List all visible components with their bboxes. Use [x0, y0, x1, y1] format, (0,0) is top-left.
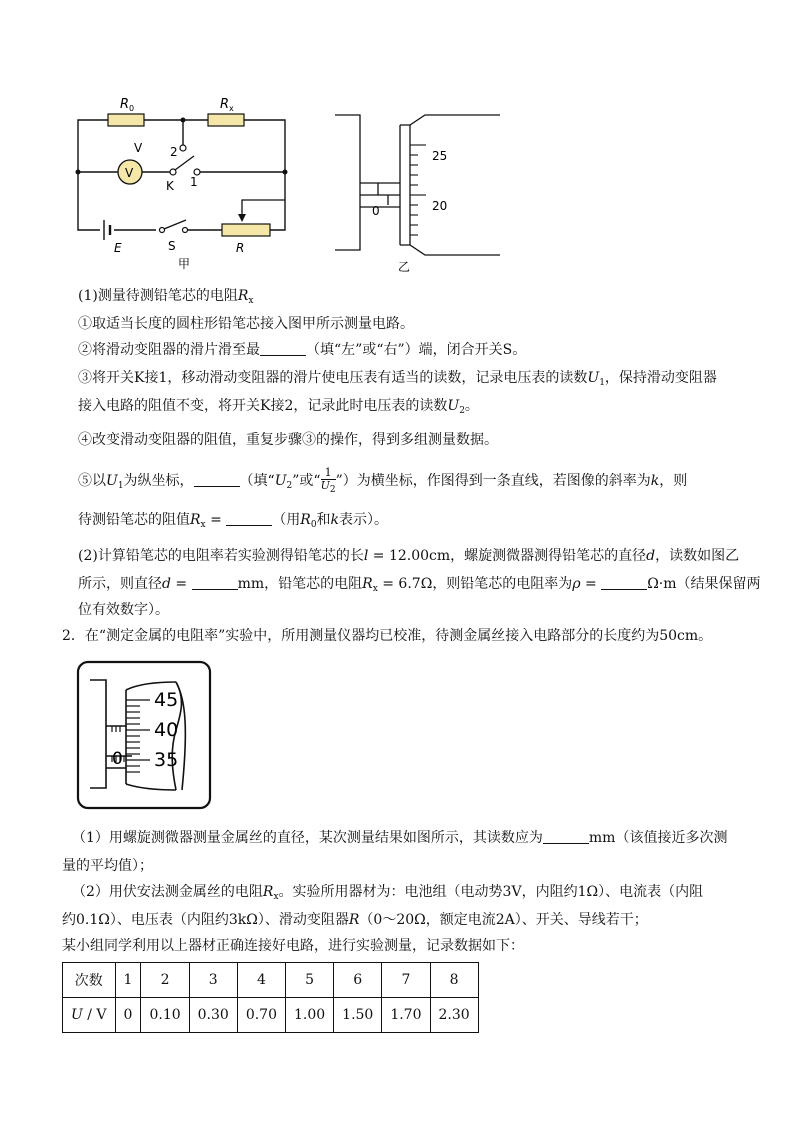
- label-r0: R: [120, 97, 130, 112]
- micrometer2-tick-40: 40: [154, 719, 179, 741]
- q1-step5-cont: 待测铅笔芯的阻值$R_x$ = （用$R_0$和k表示）。: [78, 512, 389, 530]
- table-cell: 0.30: [189, 998, 237, 1033]
- answer-blank[interactable]: [194, 472, 240, 487]
- label-v: V: [134, 141, 143, 155]
- table-header-cell: 4: [237, 963, 285, 998]
- table-cell: 2.30: [430, 998, 478, 1033]
- answer-blank[interactable]: [601, 575, 647, 590]
- table-header-cell: 次数: [63, 963, 116, 998]
- table-cell: 0.70: [237, 998, 285, 1033]
- label-e: E: [114, 241, 122, 255]
- label-r: R: [236, 241, 245, 255]
- micrometer2-tick-45: 45: [154, 689, 179, 711]
- label-rx: R: [220, 97, 230, 112]
- q1-step5: ⑤以$U_1$为纵坐标， （填“$U_2$”或“ $\frac{1}{U_2}$”）为横坐标，作图得到一条直线，若图像的斜率为k，则: [78, 465, 688, 495]
- table-cell: 1.00: [285, 998, 333, 1033]
- caption-jia: 甲: [178, 257, 191, 270]
- fraction-1-over-u2: $\frac{1}{U_2}$: [320, 465, 336, 495]
- q1-step3-cont: 接入电路的阻值不变，将开关K接2，记录此时电压表的读数$U_2$。: [78, 398, 479, 416]
- table-header-cell: 1: [115, 963, 141, 998]
- table-cell: 1.70: [382, 998, 430, 1033]
- table-header-cell: 5: [285, 963, 333, 998]
- micrometer2-tick-35: 35: [154, 749, 179, 771]
- problem2-part1: （1）用螺旋测微器测量金属丝的直径，某次测量结果如图所示，其读数应为 mm（该值接近多次测: [72, 830, 728, 846]
- table-cell: 0.10: [141, 998, 189, 1033]
- micrometer-tick-25: 25: [432, 149, 448, 163]
- q1-step4: ④改变滑动变阻器的阻值，重复步骤③的操作，得到多组测量数据。: [78, 432, 498, 448]
- svg-text:0: 0: [129, 104, 135, 113]
- problem2-part2-data-intro: 某小组同学利用以上器材正确连接好电路，进行实验测量，记录数据如下：: [62, 938, 524, 954]
- table-row-label: U / V: [63, 998, 116, 1033]
- label-s: S: [168, 239, 176, 253]
- table-header-cell: 7: [382, 963, 430, 998]
- problem2-intro: 2．在“测定金属的电阻率”实验中，所用测量仪器均已校准，待测金属丝接入电路部分的长度约为50cm。: [62, 628, 713, 644]
- micrometer-figure-yi: [330, 105, 510, 275]
- micrometer-figure-2: [76, 660, 212, 810]
- table-header-cell: 6: [334, 963, 382, 998]
- voltmeter-symbol: V: [125, 166, 134, 180]
- q1-step1: ①取适当长度的圆柱形铅笔芯接入图甲所示测量电路。: [78, 316, 414, 332]
- table-header-cell: 3: [189, 963, 237, 998]
- answer-blank[interactable]: [192, 575, 238, 590]
- q2-line1: (2)计算铅笔芯的电阻率若实验测得铅笔芯的长l = 12.00cm，螺旋测微器测得铅笔芯的直径d，读数如图乙: [78, 548, 740, 564]
- q2-line3: 位有效数字）。: [78, 602, 169, 618]
- q1-step3: ③将开关K接1，移动滑动变阻器的滑片使电压表有适当的读数，记录电压表的读数$U_1$，保持滑动变阻器: [78, 370, 717, 388]
- micrometer-tick-20: 20: [432, 199, 448, 213]
- problem2-part1-cont: 量的平均值）；: [62, 858, 153, 874]
- table-cell: 0: [115, 998, 141, 1033]
- problem2-part2-cont: 约0.1Ω）、电压表（内阻约3kΩ）、滑动变阻器R（0～20Ω，额定电流2A）、开关、导线若干；: [62, 912, 648, 928]
- circuit-diagram-jia: [70, 90, 300, 270]
- table-cell: 1.50: [334, 998, 382, 1033]
- table-row: [63, 998, 479, 1033]
- micrometer-zero: 0: [372, 204, 380, 218]
- table-header-cell: 8: [430, 963, 478, 998]
- micrometer2-zero: 0: [112, 749, 123, 769]
- label-terminal-2: 2: [170, 145, 178, 159]
- answer-blank[interactable]: [226, 511, 272, 526]
- label-k: K: [166, 179, 174, 193]
- answer-blank[interactable]: [543, 829, 589, 844]
- q2-line2: 所示，则直径d = mm，铅笔芯的电阻$R_x = 6.7\Omega$，则铅笔芯的电阻率为ρ = Ω·m（结果保留两: [78, 576, 761, 594]
- label-terminal-1: 1: [190, 175, 198, 189]
- table-row: [63, 963, 479, 998]
- q1-step2: ②将滑动变阻器的滑片滑至最 （填“左”或“右”）端，闭合开关S。: [78, 342, 527, 358]
- answer-blank[interactable]: [260, 341, 306, 356]
- problem2-part2: （2）用伏安法测金属丝的电阻$R_x$。实验所用器材为：电池组（电动势3V，内阻约1Ω）、电流表（内阻: [72, 884, 704, 902]
- table-header-cell: 2: [141, 963, 189, 998]
- data-table: [62, 962, 479, 1033]
- caption-yi: 乙: [398, 260, 411, 274]
- svg-text:x: x: [229, 104, 234, 113]
- q1-title: (1)测量待测铅笔芯的电阻$R_x$: [78, 288, 254, 306]
